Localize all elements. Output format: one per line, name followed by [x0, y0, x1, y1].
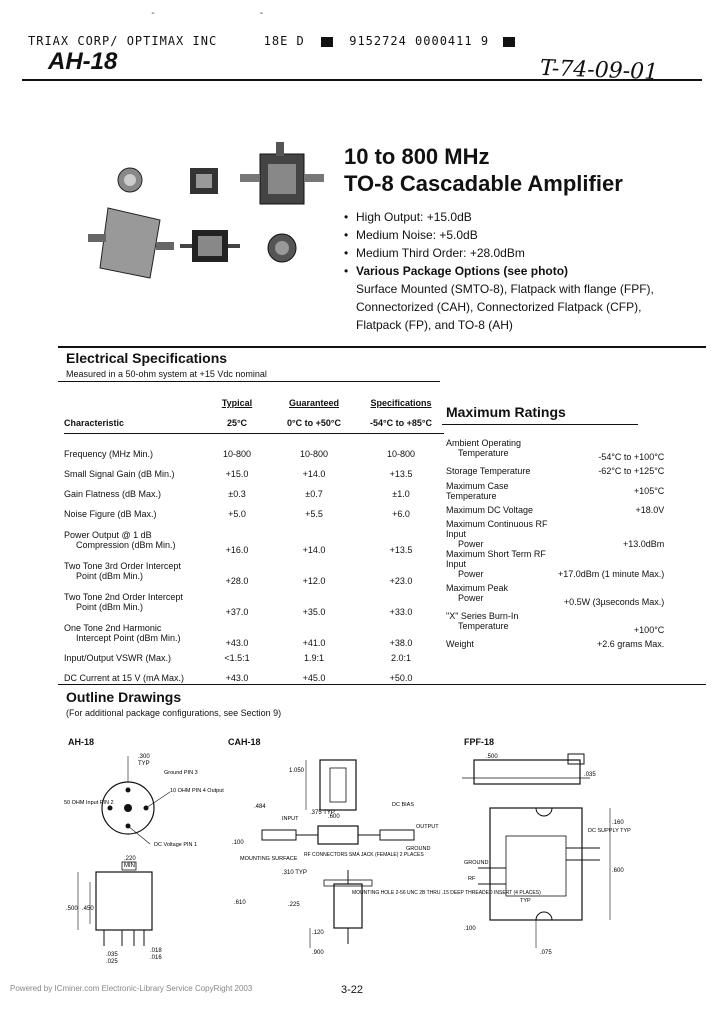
model-number: AH-18 — [48, 48, 118, 75]
outline-subtitle: (For additional package configurations, see Section 9) — [66, 708, 282, 718]
svg-text:.035: .035 — [106, 952, 118, 958]
svg-text:.310 TYP: .310 TYP — [282, 870, 307, 876]
table-row: Gain Flatness (dB Max.) ±0.3 ±0.7 ±1.0 — [64, 489, 410, 499]
rating-row: Storage Temperature -62°C to +125°C — [446, 466, 665, 477]
section-rule-outline — [58, 684, 706, 685]
header-code: 18E D — [263, 34, 305, 48]
to8-pins-photo — [268, 234, 296, 262]
rating-row: Weight +2.6 grams Max. — [446, 639, 665, 650]
feature-item: • Medium Noise: +5.0dB — [344, 228, 478, 242]
svg-text:.600: .600 — [612, 868, 624, 874]
feature-list — [344, 208, 654, 334]
table-row: Power Output @ 1 dB Compression (dBm Min.) +16.0 +14.0 +13.5 — [64, 529, 413, 555]
svg-text:DC SUPPLY TYP: DC SUPPLY TYP — [588, 828, 631, 834]
section-rule-electrical — [58, 346, 706, 348]
electrical-rule — [58, 381, 440, 382]
rating-row: Maximum Peak Power +0.5W (3µseconds Max.) — [446, 583, 665, 607]
outline-title: Outline Drawings — [66, 689, 182, 705]
electrical-spec-table — [64, 393, 444, 688]
feature-item: • Medium Third Order: +28.0dBm — [344, 246, 525, 260]
table-row: One Tone 2nd Harmonic Intercept Point (dBm Min.) +43.0 +41.0 +38.0 — [64, 622, 413, 648]
header-block-2 — [503, 37, 515, 47]
svg-text:.600: .600 — [328, 814, 340, 820]
svg-text:MOUNTING SURFACE: MOUNTING SURFACE — [240, 856, 298, 862]
svg-text:GROUND: GROUND — [464, 860, 489, 866]
svg-text:50 OHM Input PIN 2: 50 OHM Input PIN 2 — [64, 800, 114, 806]
electrical-subtitle: Measured in a 50-ohm system at +15 Vdc nominal — [66, 369, 267, 379]
feature-item: • High Output: +15.0dB — [344, 210, 472, 224]
ah18-outline-drawing — [64, 748, 224, 978]
to8-can-photo — [118, 168, 142, 192]
svg-text:TYP: TYP — [138, 761, 150, 767]
package-photo — [80, 128, 330, 288]
drawing-label-cah18: CAH-18 — [228, 737, 261, 747]
drawing-label-ah18: AH-18 — [68, 737, 95, 747]
page-number: 3-22 — [341, 984, 364, 996]
svg-text:.100: .100 — [464, 926, 476, 932]
electrical-title: Electrical Specifications — [66, 350, 228, 366]
doc-number: 9152724 0000411 9 — [349, 34, 490, 48]
table-header-row — [64, 393, 444, 413]
footer-watermark: Powered by ICminer.com Electronic-Library Service CopyRight 2003 — [10, 984, 253, 993]
fpf18-outline-drawing — [460, 748, 640, 978]
svg-text:.018: .018 — [150, 948, 162, 954]
col-specifications: Specifications — [370, 398, 432, 408]
rating-row: Maximum Short Term RF Input Power +17.0dBm (1 minute Max.) — [446, 549, 665, 579]
header-line — [28, 34, 515, 48]
svg-text:OUTPUT: OUTPUT — [416, 824, 439, 830]
table-row: Two Tone 3rd Order Intercept Point (dBm Min.) +28.0 +12.0 +23.0 — [64, 560, 413, 586]
svg-text:.075: .075 — [540, 950, 552, 956]
table-row: Small Signal Gain (dB Min.) +15.0 +14.0 +13.5 — [64, 469, 413, 479]
svg-text:.484: .484 — [254, 804, 266, 810]
svg-text:.220: .220 — [124, 856, 136, 862]
product-title-name: TO-8 Cascadable Amplifier — [344, 171, 623, 196]
feature-item: • Various Package Options (see photo) — [344, 264, 569, 278]
svg-text:INPUT: INPUT — [282, 816, 299, 822]
svg-text:.610: .610 — [234, 900, 246, 906]
col-temp: 0°C to +50°C — [287, 418, 341, 428]
svg-text:.300: .300 — [138, 754, 150, 760]
svg-text:.375 TYP: .375 TYP — [310, 810, 335, 816]
smto8-photo — [190, 168, 218, 194]
svg-text:.025: .025 — [106, 959, 118, 965]
col-temp: -54°C to +85°C — [370, 418, 432, 428]
svg-text:.500: .500 — [486, 754, 498, 760]
table-row: DC Current at 15 V (mA Max.) +43.0 +45.0 +50.0 — [64, 673, 413, 683]
cah-photo — [240, 142, 324, 204]
package-text: Surface Mounted (SMTO-8), Flatpack with flange (FPF), — [356, 282, 654, 296]
svg-text:GROUND: GROUND — [406, 846, 431, 852]
svg-text:.160: .160 — [612, 820, 624, 826]
rating-row: Maximum Case Temperature +105°C — [446, 480, 665, 501]
rating-row: Maximum Continuous RF Input Power +13.0dBm — [446, 519, 665, 549]
col-typical: Typical — [221, 398, 253, 408]
table-row: Input/Output VSWR (Max.) <1.5:1 1.9:1 2.0:1 — [64, 653, 412, 663]
svg-text:.035: .035 — [584, 772, 596, 778]
col-characteristic: Characteristic — [64, 418, 125, 428]
rating-row: Maximum DC Voltage +18.0V — [446, 504, 665, 515]
table-row: Frequency (MHz Min.) 10-800 10-800 10-800 — [64, 449, 416, 459]
max-ratings-rule — [442, 424, 638, 425]
svg-text:.100: .100 — [232, 840, 244, 846]
table-row: Two Tone 2nd Order Intercept Point (dBm Min.) +37.0 +35.0 +33.0 — [64, 591, 413, 617]
drawing-label-fpf18: FPF-18 — [464, 737, 495, 747]
table-header-row — [64, 413, 444, 434]
svg-text:MOUNTING HOLE 2-56 UNC 2B THRU: MOUNTING HOLE 2-56 UNC 2B THRU .15 DEEP THREADED INSERT (4 PLACES) — [352, 890, 541, 896]
rating-row: "X" Series Burn-In Temperature +100°C — [446, 611, 665, 635]
svg-text:TYP: TYP — [520, 898, 531, 904]
svg-text:.225: .225 — [288, 902, 300, 908]
fp-photo — [180, 230, 240, 262]
svg-text:RF CONNECTORS SMA JACK (FEMALE: RF CONNECTORS SMA JACK (FEMALE) 2 PLACES — [304, 852, 424, 858]
handwritten-annotation: T-74-09-01 — [539, 55, 659, 86]
header-block-1 — [321, 37, 333, 47]
header-dash-marks: - - — [150, 8, 265, 19]
svg-text:Ground PIN 3: Ground PIN 3 — [164, 770, 198, 776]
rating-row: Ambient Operating Temperature -54°C to +100°C — [446, 438, 665, 462]
col-guaranteed: Guaranteed — [288, 398, 339, 408]
package-text: Connectorized (CAH), Connectorized Flatpack (CFP), — [356, 300, 642, 314]
svg-text:MIN: MIN — [124, 863, 135, 869]
svg-text:1.050: 1.050 — [288, 768, 304, 774]
svg-text:10 OHM PIN 4 Output: 10 OHM PIN 4 Output — [170, 788, 224, 794]
product-title-range: 10 to 800 MHz — [344, 144, 490, 169]
svg-text:RF: RF — [468, 876, 476, 882]
svg-text:.016: .016 — [150, 955, 162, 961]
svg-text:.500: .500 — [66, 906, 78, 912]
company-name: TRIAX CORP/ OPTIMAX INC — [28, 34, 218, 48]
svg-text:DC Voltage PIN 1: DC Voltage PIN 1 — [154, 842, 198, 848]
package-text: Flatpack (FP), and TO-8 (AH) — [356, 318, 513, 332]
col-temp: 25°C — [226, 418, 248, 428]
svg-text:.900: .900 — [312, 950, 324, 956]
svg-text:.120: .120 — [312, 930, 324, 936]
cfp-photo — [88, 208, 174, 278]
max-ratings-title: Maximum Ratings — [446, 404, 566, 420]
table-row: Noise Figure (dB Max.) +5.0 +5.5 +6.0 — [64, 509, 410, 519]
svg-text:.450: .450 — [82, 906, 94, 912]
max-ratings-table — [446, 434, 664, 654]
svg-text:DC BIAS: DC BIAS — [392, 802, 415, 808]
